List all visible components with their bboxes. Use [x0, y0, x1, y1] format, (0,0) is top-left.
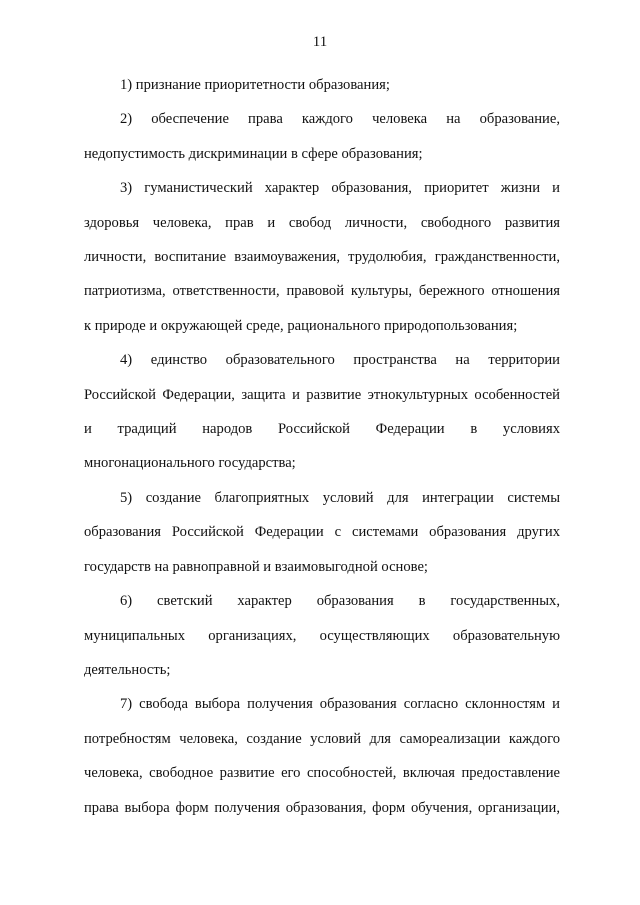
paragraph-line: деятельность; — [84, 661, 171, 678]
paragraph-line: 4) единство образовательного пространства на территории — [120, 352, 560, 369]
paragraph-line: человека, свободное развитие его способностей, включая предоставление — [84, 765, 560, 782]
paragraph-line: недопустимость дискриминации в сфере образования; — [84, 145, 423, 162]
paragraph-4 — [84, 343, 560, 481]
paragraph-line: потребностям человека, создание условий для самореализации каждого — [84, 730, 560, 747]
paragraph-line: 5) создание благоприятных условий для интеграции системы — [120, 489, 560, 506]
paragraph-line: личности, воспитание взаимоуважения, трудолюбия, гражданственности, — [84, 249, 560, 266]
paragraph-line: Российской Федерации, защита и развитие этнокультурных особенностей — [84, 386, 560, 403]
paragraph-line: 3) гуманистический характер образования, приоритет жизни и — [120, 180, 560, 197]
page-number: 11 — [312, 34, 328, 50]
paragraph-line: и традиций народов Российской Федерации в условиях — [84, 421, 560, 438]
document-body — [84, 68, 560, 825]
paragraph-line: 7) свобода выбора получения образования согласно склонностям и — [120, 696, 560, 713]
paragraph-line: 2) обеспечение права каждого человека на образование, — [120, 111, 560, 128]
paragraph-line: здоровья человека, прав и свобод личности, свободного развития — [84, 214, 560, 231]
paragraph-line: государств на равноправной и взаимовыгодной основе; — [84, 558, 428, 575]
paragraph-5 — [84, 481, 560, 584]
paragraph-7 — [84, 687, 560, 825]
paragraph-6 — [84, 584, 560, 687]
paragraph-line: к природе и окружающей среде, рационального природопользования; — [84, 317, 518, 334]
paragraph-line: образования Российской Федерации с системами образования других — [84, 524, 560, 541]
paragraph-line: 6) светский характер образования в государственных, — [120, 593, 560, 610]
paragraph-3 — [84, 171, 560, 343]
paragraph-line: многонационального государства; — [84, 455, 296, 472]
paragraph-line: муниципальных организациях, осуществляющих образовательную — [84, 627, 560, 644]
paragraph-1 — [84, 68, 560, 102]
paragraph-line: патриотизма, ответственности, правовой культуры, бережного отношения — [84, 283, 560, 300]
paragraph-2 — [84, 102, 560, 171]
paragraph-line: 1) признание приоритетности образования; — [120, 77, 390, 93]
paragraph-line: права выбора форм получения образования, форм обучения, организации, — [84, 799, 560, 816]
